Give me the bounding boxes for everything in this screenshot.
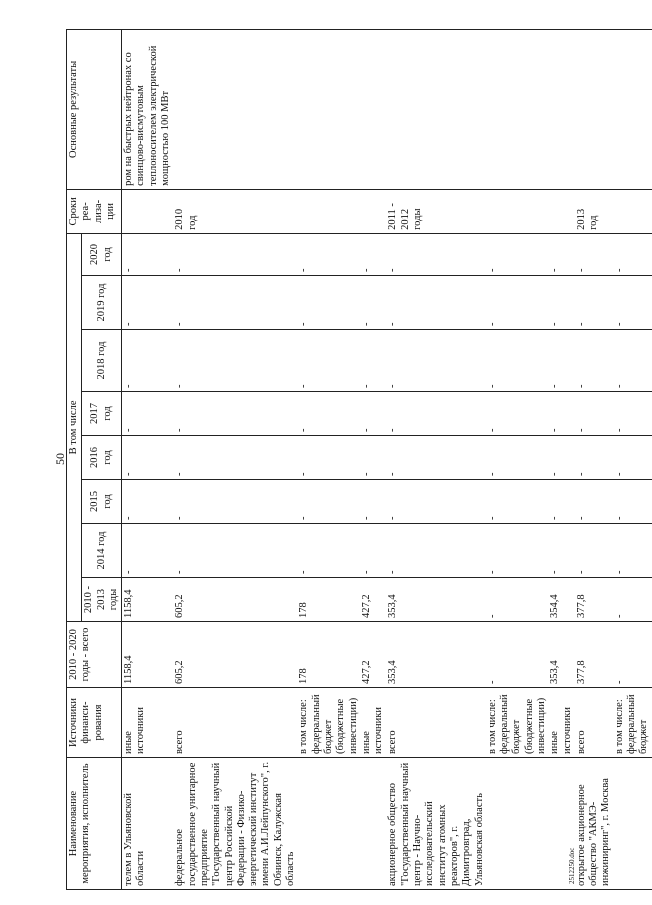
cell-2019: - [386, 276, 486, 330]
cell-name: акционерное общество "Государственный научный центр - Научно-исследовательский институт атомных реакторов", г. Димитровград, Ульяновская область [386, 758, 486, 890]
cell-2014: - [575, 524, 614, 578]
cell-2014: - [122, 524, 174, 578]
table-row [549, 29, 575, 889]
cell-2010-2013: - [614, 578, 652, 622]
cell-2016: - [173, 436, 298, 480]
cell-name [298, 758, 360, 890]
cell-source: всего [575, 688, 614, 758]
cell-2014: - [614, 524, 652, 578]
cell-results [575, 29, 614, 189]
header-year: 2016 год [82, 436, 122, 480]
cell-2015: - [298, 480, 360, 524]
cell-2018: - [298, 330, 360, 392]
cell-terms [487, 189, 549, 233]
table-body [122, 29, 652, 889]
cell-terms [614, 189, 652, 233]
header-results: Основные результаты [67, 29, 122, 189]
cell-2014: - [298, 524, 360, 578]
header-source: Источники финанси-рования [67, 688, 122, 758]
cell-2015: - [487, 480, 549, 524]
cell-source: иные источники [122, 688, 174, 758]
cell-2020: - [361, 233, 387, 275]
header-year: 2015 год [82, 480, 122, 524]
cell-source: всего [173, 688, 298, 758]
cell-2018: - [614, 330, 652, 392]
cell-2017: - [575, 392, 614, 436]
cell-2020: - [298, 233, 360, 275]
cell-total: 377,8 [575, 622, 614, 688]
cell-2017: - [122, 392, 174, 436]
cell-2019: - [298, 276, 360, 330]
header-year: 2020 год [82, 233, 122, 275]
cell-results [361, 29, 387, 189]
cell-2017: - [614, 392, 652, 436]
cell-total: 1158,4 [122, 622, 174, 688]
header-year: 2017 год [82, 392, 122, 436]
cell-2020: - [173, 233, 298, 275]
cell-2015: - [575, 480, 614, 524]
cell-name [361, 758, 387, 890]
cell-2017: - [487, 392, 549, 436]
cell-terms: 2010 год [173, 189, 298, 233]
cell-name [614, 758, 652, 890]
cell-name [549, 758, 575, 890]
cell-terms [549, 189, 575, 233]
cell-2016: - [487, 436, 549, 480]
cell-2019: - [361, 276, 387, 330]
table-row [298, 29, 360, 889]
cell-results [487, 29, 549, 189]
cell-2014: - [386, 524, 486, 578]
cell-2010-2013: 605,2 [173, 578, 298, 622]
cell-2018: - [487, 330, 549, 392]
cell-2014: - [361, 524, 387, 578]
cell-2014: - [173, 524, 298, 578]
cell-2014: - [549, 524, 575, 578]
cell-source: в том числе: федеральный бюджет [614, 688, 652, 758]
cell-results [173, 29, 298, 189]
cell-source: иные источники [549, 688, 575, 758]
cell-2010-2013: 377,8 [575, 578, 614, 622]
header-row-1 [67, 29, 82, 889]
cell-2010-2013: 1158,4 [122, 578, 174, 622]
cell-terms [122, 189, 174, 233]
cell-total: 427,2 [361, 622, 387, 688]
cell-2019: - [549, 276, 575, 330]
cell-2016: - [549, 436, 575, 480]
cell-total: 605,2 [173, 622, 298, 688]
cell-2016: - [122, 436, 174, 480]
cell-2018: - [173, 330, 298, 392]
header-year: 2010 - 2013 годы [82, 578, 122, 622]
cell-2017: - [549, 392, 575, 436]
cell-name: федеральное государственное унитарное предприятие "Государственный научный центр Российской Федерации - Физико-энергетический институт имени А.И.Лейпунского", г. Обнинск, Калужская область [173, 758, 298, 890]
cell-2019: - [575, 276, 614, 330]
page-number: 50 [53, 453, 67, 465]
cell-total: - [487, 622, 549, 688]
header-group: В том числе [67, 233, 82, 621]
cell-2010-2013: 354,4 [549, 578, 575, 622]
cell-2018: - [549, 330, 575, 392]
cell-source: всего [386, 688, 486, 758]
table-row [575, 29, 614, 889]
cell-2020: - [122, 233, 174, 275]
cell-terms [361, 189, 387, 233]
cell-2018: - [386, 330, 486, 392]
cell-2020: - [487, 233, 549, 275]
cell-terms [298, 189, 360, 233]
footer-file-name: 2512250.doc [568, 847, 576, 884]
cell-terms: 2011 - 2012 годы [386, 189, 486, 233]
cell-2015: - [173, 480, 298, 524]
cell-results [298, 29, 360, 189]
cell-2010-2013: 178 [298, 578, 360, 622]
table-row [614, 29, 652, 889]
cell-2015: - [361, 480, 387, 524]
funding-table [66, 29, 652, 890]
table-row [361, 29, 387, 889]
cell-source: в том числе: федеральный бюджет (бюджетные инвестиции) [487, 688, 549, 758]
cell-2018: - [361, 330, 387, 392]
cell-2018: - [575, 330, 614, 392]
cell-2020: - [575, 233, 614, 275]
cell-2016: - [386, 436, 486, 480]
cell-2018: - [122, 330, 174, 392]
cell-2020: - [549, 233, 575, 275]
cell-2019: - [173, 276, 298, 330]
cell-total: 353,4 [549, 622, 575, 688]
cell-total: 353,4 [386, 622, 486, 688]
cell-2015: - [614, 480, 652, 524]
cell-2010-2013: - [487, 578, 549, 622]
header-year: 2018 год [82, 330, 122, 392]
cell-2016: - [575, 436, 614, 480]
cell-2010-2013: 353,4 [386, 578, 486, 622]
cell-results: ром на быстрых нейтронах со свинцово-висмутовым теплоносителем электрической мощностью 100 МВт [122, 29, 174, 189]
cell-name [487, 758, 549, 890]
cell-2020: - [386, 233, 486, 275]
cell-2020: - [614, 233, 652, 275]
header-year: 2019 год [82, 276, 122, 330]
header-terms: Сроки реа-лиза-ции [67, 189, 122, 233]
cell-total: 178 [298, 622, 360, 688]
cell-name: телем в Ульяновской области [122, 758, 174, 890]
cell-total: - [614, 622, 652, 688]
cell-2016: - [614, 436, 652, 480]
cell-2019: - [487, 276, 549, 330]
cell-2015: - [386, 480, 486, 524]
cell-2017: - [173, 392, 298, 436]
cell-2015: - [122, 480, 174, 524]
cell-source: иные источники [361, 688, 387, 758]
cell-2016: - [361, 436, 387, 480]
cell-results [386, 29, 486, 189]
table-row [122, 29, 174, 889]
cell-2017: - [361, 392, 387, 436]
cell-results [549, 29, 575, 189]
cell-2014: - [487, 524, 549, 578]
cell-2019: - [614, 276, 652, 330]
cell-2010-2013: 427,2 [361, 578, 387, 622]
cell-2017: - [298, 392, 360, 436]
header-year: 2014 год [82, 524, 122, 578]
cell-2019: - [122, 276, 174, 330]
cell-2015: - [549, 480, 575, 524]
cell-name: открытое акционерное общество "АКМЭ-инжиниринг", г. Москва [575, 758, 614, 890]
table-row [386, 29, 486, 889]
table-row [173, 29, 298, 889]
table-row [487, 29, 549, 889]
cell-2016: - [298, 436, 360, 480]
header-name: Наименование мероприятия, исполнитель [67, 758, 122, 890]
cell-terms: 2013 год [575, 189, 614, 233]
cell-results [614, 29, 652, 189]
header-total: 2010 - 2020 годы - всего [67, 622, 122, 688]
cell-source: в том числе: федеральный бюджет (бюджетные инвестиции) [298, 688, 360, 758]
cell-2017: - [386, 392, 486, 436]
